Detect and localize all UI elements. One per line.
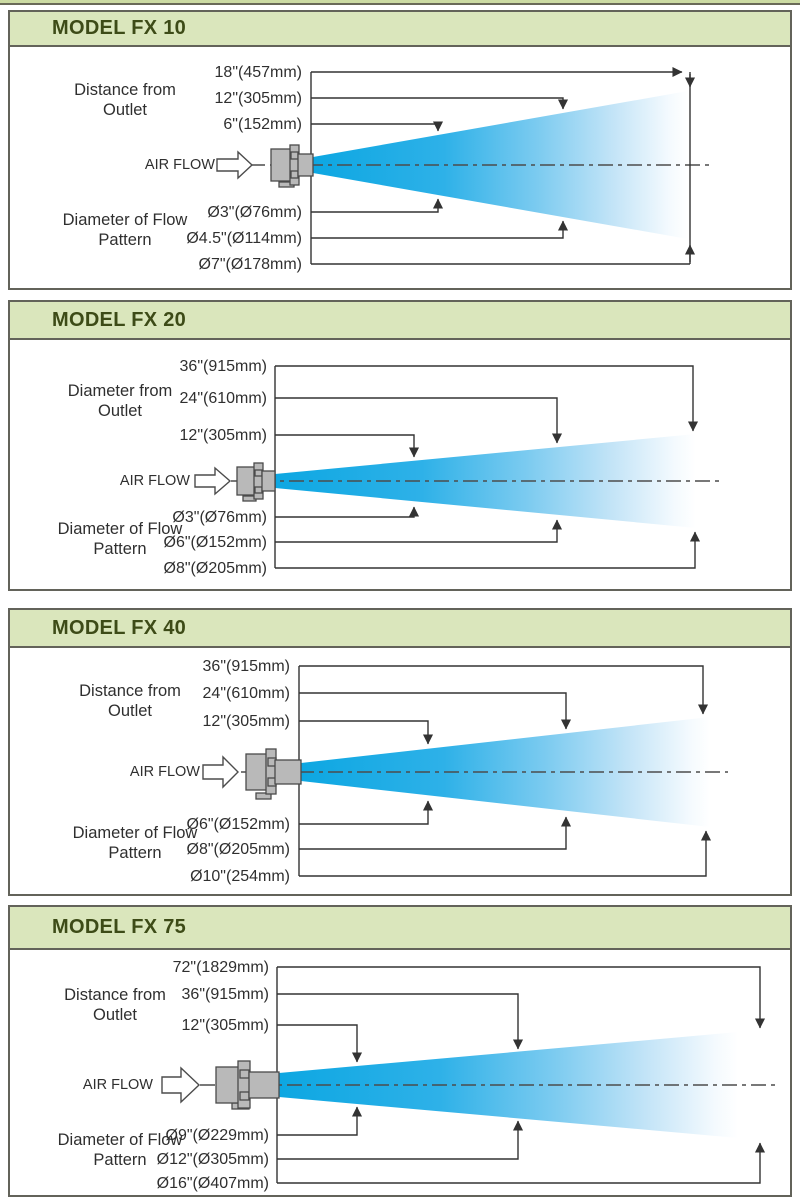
panel-body-fx10 (10, 47, 790, 286)
diameter-value: Ø7"(Ø178mm) (198, 256, 302, 273)
distance-value: 18"(457mm) (214, 64, 302, 81)
page-top-band (0, 0, 800, 5)
air-flow-label: AIR FLOW (82, 1077, 153, 1093)
air-flow-label: AIR FLOW (119, 473, 190, 489)
distance-value: 12"(305mm) (181, 1017, 269, 1034)
diameter-value: Ø6"(Ø152mm) (163, 534, 267, 551)
distance-section-label: Distance from Outlet (64, 986, 166, 1025)
distance-value: 12"(305mm) (179, 427, 267, 444)
panel-model-fx75 (8, 905, 792, 1197)
air-flow-label: AIR FLOW (129, 764, 200, 780)
model-title: MODEL FX 10 (52, 17, 187, 39)
air-flow-arrow-icon (203, 757, 238, 787)
panel-header-fx10 (10, 12, 790, 47)
distance-section-label: Distance from Outlet (74, 81, 176, 120)
distance-value: 36"(915mm) (179, 358, 267, 375)
distance-value: 36"(915mm) (181, 986, 269, 1003)
panel-header-fx20 (10, 302, 790, 340)
distance-value: 12"(305mm) (214, 90, 302, 107)
distance-value: 24"(610mm) (179, 390, 267, 407)
distance-value: 36"(915mm) (202, 658, 290, 675)
panel-model-fx10 (8, 10, 792, 290)
air-flow-arrow-icon (162, 1068, 199, 1102)
nozzle (271, 145, 313, 187)
air-flow-label: AIR FLOW (144, 157, 215, 173)
panel-model-fx20 (8, 300, 792, 591)
panel-body-fx20 (10, 340, 790, 587)
model-title: MODEL FX 75 (52, 916, 187, 938)
diameter-value: Ø10"(254mm) (190, 868, 290, 885)
nozzle (237, 463, 275, 501)
air-flow-arrow-icon (195, 468, 230, 494)
diameter-value: Ø12"(Ø305mm) (156, 1151, 269, 1168)
nozzle (246, 749, 301, 799)
diameter-value: Ø3"(Ø76mm) (172, 509, 267, 526)
diameter-value: Ø4.5"(Ø114mm) (186, 230, 302, 247)
distance-value: 72"(1829mm) (172, 959, 269, 976)
diameter-value: Ø3"(Ø76mm) (207, 204, 302, 221)
diameter-section-label: Diameter of Flow Pattern (57, 520, 183, 559)
panel-header-fx75 (10, 907, 790, 950)
distance-value: 24"(610mm) (202, 685, 290, 702)
diameter-value: Ø8"(Ø205mm) (186, 841, 290, 858)
panel-header-fx40 (10, 610, 790, 648)
diameter-section-label: Diameter of Flow Pattern (62, 211, 188, 250)
distance-section-label: Diameter from Outlet (67, 382, 173, 421)
diameter-value: Ø6"(Ø152mm) (186, 816, 290, 833)
panel-body-fx75 (10, 950, 790, 1193)
model-title: MODEL FX 40 (52, 616, 187, 639)
distance-section-label: Distance from Outlet (79, 682, 181, 721)
distance-value: 6"(152mm) (223, 116, 302, 133)
panel-body-fx40 (10, 648, 790, 892)
nozzle (216, 1061, 279, 1109)
model-title: MODEL FX 20 (52, 308, 187, 331)
diameter-value: Ø16"(Ø407mm) (156, 1175, 269, 1192)
diameter-value: Ø9"(Ø229mm) (165, 1127, 269, 1144)
air-flow-arrow-icon (217, 152, 252, 178)
panel-model-fx40 (8, 608, 792, 896)
diameter-value: Ø8"(Ø205mm) (163, 560, 267, 577)
diameter-section-label: Diameter of Flow Pattern (57, 1131, 183, 1170)
distance-value: 12"(305mm) (202, 713, 290, 730)
diameter-section-label: Diameter of Flow Pattern (72, 824, 198, 863)
